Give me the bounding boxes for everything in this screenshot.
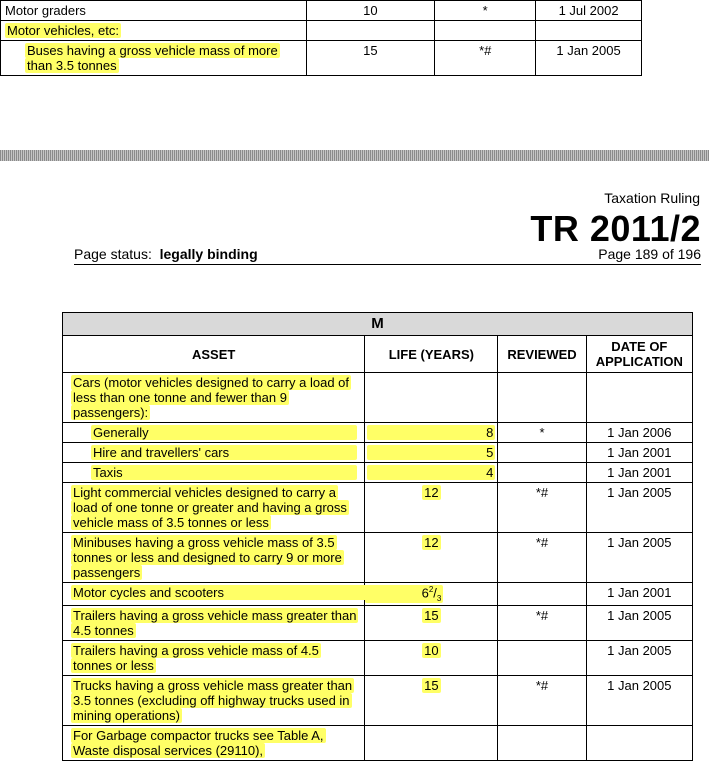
table-row	[63, 640, 693, 675]
asset-cell	[63, 533, 365, 583]
table-row	[63, 725, 693, 760]
table-row	[63, 605, 693, 640]
asset-cell	[63, 605, 365, 640]
highlighted-text: 12	[424, 485, 439, 500]
table-row	[63, 463, 693, 483]
life-cell: 15	[306, 41, 435, 76]
date-cell: 1 Jan 2005	[586, 605, 692, 640]
asset-cell	[63, 463, 365, 483]
highlighted-text: Taxis	[91, 465, 357, 480]
reviewed-cell: *#	[498, 533, 586, 583]
section-header-row	[63, 313, 693, 336]
reviewed-cell: *	[435, 1, 536, 21]
date-cell: 1 Jul 2002	[536, 1, 642, 21]
highlighted-text: Hire and travellers' cars	[91, 445, 357, 460]
previous-page-fragment	[0, 0, 709, 90]
highlighted-text: Trailers having a gross vehicle mass of 4.5 tonnes or less	[73, 642, 319, 673]
highlighted-text: Trailers having a gross vehicle mass greater than 4.5 tonnes	[73, 607, 357, 638]
life-cell	[365, 443, 498, 463]
asset-cell	[63, 443, 365, 463]
life-cell	[365, 675, 498, 725]
section-letter: M	[63, 313, 693, 336]
reviewed-cell	[498, 640, 586, 675]
highlighted-text: 4	[367, 465, 495, 480]
previous-page-table	[0, 0, 642, 76]
column-header-reviewed: REVIEWED	[498, 336, 586, 373]
highlighted-text: 12	[424, 535, 439, 550]
column-header-life: LIFE (YEARS)	[365, 336, 498, 373]
table-row	[1, 1, 642, 21]
asset-cell	[63, 725, 365, 760]
date-cell: 1 Jan 2005	[586, 483, 692, 533]
table-row	[63, 675, 693, 725]
reviewed-cell	[498, 373, 586, 423]
asset-cell	[63, 675, 365, 725]
reviewed-cell: *#	[498, 675, 586, 725]
reviewed-cell	[498, 583, 586, 606]
reviewed-cell	[498, 725, 586, 760]
highlighted-text: Motor vehicles, etc:	[7, 23, 119, 38]
asset-cell	[63, 583, 365, 606]
highlighted-text: Generally	[91, 425, 357, 440]
date-cell: 1 Jan 2005	[586, 533, 692, 583]
date-cell: 1 Jan 2001	[586, 583, 692, 606]
status-value: legally binding	[159, 246, 258, 262]
status-label: Page status:	[74, 246, 152, 262]
life-cell	[365, 725, 498, 760]
life-fraction-numerator: 2	[428, 585, 434, 594]
table-row	[1, 21, 642, 41]
highlighted-text: $6^2/_3$	[365, 585, 443, 603]
asset-cell	[1, 41, 307, 76]
highlighted-text: 15	[424, 607, 439, 623]
life-cell	[365, 373, 498, 423]
date-cell	[586, 373, 692, 423]
column-header-asset: ASSET	[63, 336, 365, 373]
asset-cell	[63, 423, 365, 443]
life-cell	[365, 533, 498, 583]
date-cell	[586, 725, 692, 760]
ruling-number: TR 2011/2	[530, 208, 701, 249]
highlighted-text: Trucks having a gross vehicle mass greater than 3.5 tonnes (excluding off highway trucks used in mining operations)	[73, 677, 353, 723]
date-cell: 1 Jan 2005	[536, 41, 642, 76]
highlighted-text: Minibuses having a gross vehicle mass of 3.5 tonnes or less and designed to carry 9 or more passengers	[73, 535, 342, 580]
page-break-divider	[0, 150, 709, 161]
reviewed-cell: *#	[498, 605, 586, 640]
highlighted-text: Motor cycles and scooters	[71, 585, 367, 600]
column-header-row	[63, 336, 693, 373]
life-cell	[365, 640, 498, 675]
highlighted-text: Cars (motor vehicles designed to carry a load of less than one tonne and fewer than 9 passengers):	[73, 375, 350, 420]
asset-cell	[1, 21, 307, 41]
date-cell	[536, 21, 642, 41]
date-cell: 1 Jan 2001	[586, 463, 692, 483]
life-cell: 10	[306, 1, 435, 21]
asset-cell	[63, 373, 365, 423]
asset-cell	[63, 483, 365, 533]
life-cell	[306, 21, 435, 41]
life-whole: 6	[421, 585, 429, 601]
life-cell	[365, 583, 498, 606]
document-type: Taxation Ruling	[604, 190, 700, 206]
asset-cell	[63, 640, 365, 675]
highlighted-text: Light commercial vehicles designed to carry a load of one tonne or greater and having a gross vehicle mass of 3.5 tonnes or less	[73, 485, 347, 530]
reviewed-cell: *	[498, 423, 586, 443]
highlighted-text: For Garbage compactor trucks see Table A, Waste disposal services (29110),	[73, 727, 324, 758]
asset-cell: Motor graders	[1, 1, 307, 21]
table-row	[1, 41, 642, 76]
life-cell	[365, 605, 498, 640]
reviewed-cell	[498, 463, 586, 483]
table-row	[63, 373, 693, 423]
date-cell: 1 Jan 2006	[586, 423, 692, 443]
highlighted-text: 5	[367, 445, 495, 460]
reviewed-cell	[498, 443, 586, 463]
date-cell: 1 Jan 2001	[586, 443, 692, 463]
date-cell: 1 Jan 2005	[586, 640, 692, 675]
highlighted-text: 8	[367, 425, 495, 440]
page-status-bar	[74, 244, 701, 265]
highlighted-text: Buses having a gross vehicle mass of more than 3.5 tonnes	[27, 43, 278, 73]
life-cell	[365, 483, 498, 533]
table-row	[63, 423, 693, 443]
table-row	[63, 443, 693, 463]
life-fraction-denominator: 3	[436, 593, 442, 603]
reviewed-cell	[435, 21, 536, 41]
highlighted-text: 15	[424, 677, 439, 693]
reviewed-cell: *#	[498, 483, 586, 533]
reviewed-cell: *#	[435, 41, 536, 76]
life-cell	[365, 423, 498, 443]
column-header-date: DATE OF APPLICATION	[586, 336, 692, 373]
highlighted-text: 10	[424, 642, 439, 658]
table-row	[63, 483, 693, 533]
page-number: Page 189 of 196	[598, 246, 701, 262]
table-row	[63, 583, 693, 606]
date-cell: 1 Jan 2005	[586, 675, 692, 725]
page-status	[74, 246, 258, 262]
life-cell	[365, 463, 498, 483]
table-row	[63, 533, 693, 583]
